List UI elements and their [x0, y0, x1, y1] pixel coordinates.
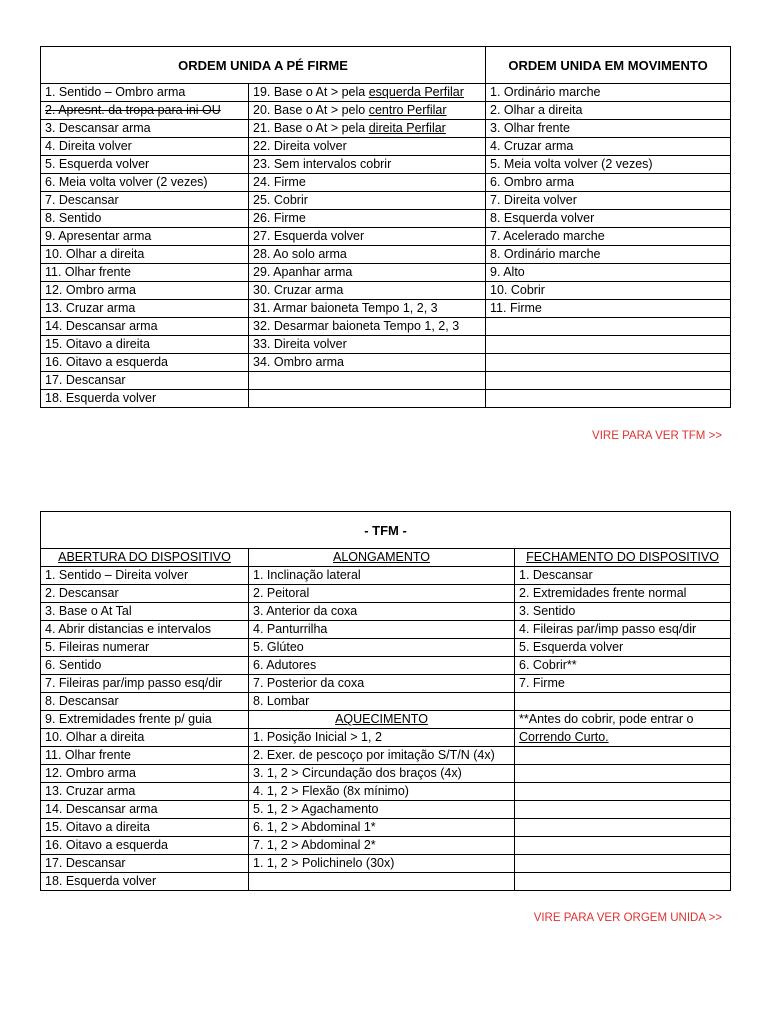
pe-firme-item: 12. Ombro arma	[41, 282, 249, 300]
abertura-item: 11. Olhar frente	[41, 747, 249, 765]
item-text-underlined: esquerda Perfilar	[368, 85, 464, 99]
alongamento-item: 4. Panturrilha	[249, 621, 515, 639]
table-row	[41, 783, 731, 801]
alongamento-item: 7. 1, 2 > Abdominal 2*	[249, 837, 515, 855]
alongamento-item: 4. 1, 2 > Flexão (8x mínimo)	[249, 783, 515, 801]
abertura-item: 7. Fileiras par/imp passo esq/dir	[41, 675, 249, 693]
table-row	[41, 765, 731, 783]
fechamento-item	[515, 855, 731, 873]
abertura-item: 2. Descansar	[41, 585, 249, 603]
tfm-table	[40, 511, 731, 891]
table-row	[41, 192, 731, 210]
movimento-item: 3. Olhar frente	[486, 120, 731, 138]
pe-firme-item: 1. Sentido – Ombro arma	[41, 84, 249, 102]
item-text: 20. Base o At > pelo	[253, 103, 369, 117]
fechamento-item: 7. Firme	[515, 675, 731, 693]
pe-firme-item: 4. Direita volver	[41, 138, 249, 156]
fechamento-item: 5. Esquerda volver	[515, 639, 731, 657]
pe-firme-item: 18. Esquerda volver	[41, 390, 249, 408]
table-row	[41, 837, 731, 855]
pe-firme-item	[249, 282, 486, 300]
movimento-item	[486, 372, 731, 390]
pe-firme-item: 17. Descansar	[41, 372, 249, 390]
pe-firme-item: 11. Olhar frente	[41, 264, 249, 282]
table-row	[41, 819, 731, 837]
item-text-underlined: direita Perfilar	[368, 121, 446, 135]
item-text: 25. Cobrir	[253, 193, 308, 207]
turn-page-note-tfm: VIRE PARA VER TFM >>	[592, 430, 722, 442]
alongamento-item: 5. Glúteo	[249, 639, 515, 657]
alongamento-item: 1. Posição Inicial > 1, 2	[249, 729, 515, 747]
fechamento-item: Correndo Curto.	[515, 729, 731, 747]
pe-firme-item	[249, 156, 486, 174]
pe-firme-item: 16. Oitavo a esquerda	[41, 354, 249, 372]
item-text: 21. Base o At > pela	[253, 121, 369, 135]
pe-firme-item	[249, 390, 486, 408]
alongamento-item: 6. 1, 2 > Abdominal 1*	[249, 819, 515, 837]
pe-firme-item	[249, 246, 486, 264]
alongamento-item: 7. Posterior da coxa	[249, 675, 515, 693]
item-text: 26. Firme	[253, 211, 306, 225]
table-row	[41, 336, 731, 354]
item-text: 32. Desarmar baioneta Tempo 1, 2, 3	[253, 319, 460, 333]
pe-firme-item	[249, 120, 486, 138]
movimento-item: 4. Cruzar arma	[486, 138, 731, 156]
table-row	[41, 390, 731, 408]
movimento-item	[486, 390, 731, 408]
abertura-item: 12. Ombro arma	[41, 765, 249, 783]
subheader-abertura: ABERTURA DO DISPOSITIVO	[41, 549, 249, 567]
subheader-alongamento: ALONGAMENTO	[249, 549, 515, 567]
fechamento-item	[515, 693, 731, 711]
movimento-item	[486, 318, 731, 336]
pe-firme-item	[249, 300, 486, 318]
table-row	[41, 567, 731, 585]
header-pe-firme: ORDEM UNIDA A PÉ FIRME	[41, 47, 486, 84]
movimento-item: 7. Direita volver	[486, 192, 731, 210]
pe-firme-item	[249, 354, 486, 372]
abertura-item: 4. Abrir distancias e intervalos	[41, 621, 249, 639]
pe-firme-item: 14. Descansar arma	[41, 318, 249, 336]
fechamento-item	[515, 819, 731, 837]
item-text: 22. Direita volver	[253, 139, 347, 153]
item-text: 24. Firme	[253, 175, 306, 189]
movimento-item: 11. Firme	[486, 300, 731, 318]
pe-firme-item: 3. Descansar arma	[41, 120, 249, 138]
pe-firme-item	[249, 372, 486, 390]
abertura-item: 1. Sentido – Direita volver	[41, 567, 249, 585]
tfm-title: - TFM -	[41, 512, 731, 549]
abertura-item: 9. Extremidades frente p/ guia	[41, 711, 249, 729]
fechamento-item: 3. Sentido	[515, 603, 731, 621]
table-row	[41, 84, 731, 102]
header-movimento: ORDEM UNIDA EM MOVIMENTO	[486, 47, 731, 84]
abertura-item: 13. Cruzar arma	[41, 783, 249, 801]
movimento-item: 8. Esquerda volver	[486, 210, 731, 228]
ordem-unida-table	[40, 46, 731, 408]
pe-firme-item: 13. Cruzar arma	[41, 300, 249, 318]
alongamento-item: 3. 1, 2 > Circundação dos braços (4x)	[249, 765, 515, 783]
alongamento-item: 6. Adutores	[249, 657, 515, 675]
table-row	[41, 138, 731, 156]
alongamento-item	[249, 873, 515, 891]
alongamento-item: 1. Inclinação lateral	[249, 567, 515, 585]
movimento-item: 9. Alto	[486, 264, 731, 282]
table-row	[41, 102, 731, 120]
pe-firme-item: 15. Oitavo a direita	[41, 336, 249, 354]
table-row	[41, 318, 731, 336]
pe-firme-item	[249, 228, 486, 246]
fechamento-item	[515, 765, 731, 783]
movimento-item: 8. Ordinário marche	[486, 246, 731, 264]
item-text: 27. Esquerda volver	[253, 229, 365, 243]
pe-firme-item	[249, 84, 486, 102]
table-row	[41, 657, 731, 675]
fechamento-item: 2. Extremidades frente normal	[515, 585, 731, 603]
movimento-item: 10. Cobrir	[486, 282, 731, 300]
movimento-item: 6. Ombro arma	[486, 174, 731, 192]
table-row	[41, 264, 731, 282]
table-row	[41, 120, 731, 138]
table-row	[41, 873, 731, 891]
table-row	[41, 603, 731, 621]
pe-firme-item: 8. Sentido	[41, 210, 249, 228]
movimento-item: 1. Ordinário marche	[486, 84, 731, 102]
table-row	[41, 228, 731, 246]
table-row	[41, 711, 731, 729]
pe-firme-item	[249, 336, 486, 354]
pe-firme-item: 2. Apresnt. da tropa para ini OU	[41, 102, 249, 120]
fechamento-item: 6. Cobrir**	[515, 657, 731, 675]
movimento-item: 7. Acelerado marche	[486, 228, 731, 246]
abertura-item: 10. Olhar a direita	[41, 729, 249, 747]
table-row	[41, 174, 731, 192]
abertura-item: 16. Oitavo a esquerda	[41, 837, 249, 855]
pe-firme-item	[249, 318, 486, 336]
item-text: 34. Ombro arma	[253, 355, 345, 369]
table-row	[41, 246, 731, 264]
movimento-item: 2. Olhar a direita	[486, 102, 731, 120]
pe-firme-item	[249, 138, 486, 156]
abertura-item: 3. Base o At Tal	[41, 603, 249, 621]
fechamento-item	[515, 801, 731, 819]
item-text: 30. Cruzar arma	[253, 283, 344, 297]
subheader-fechamento: FECHAMENTO DO DISPOSITIVO	[515, 549, 731, 567]
table-row	[41, 621, 731, 639]
fechamento-item: **Antes do cobrir, pode entrar o	[515, 711, 731, 729]
abertura-item: 14. Descansar arma	[41, 801, 249, 819]
table-row	[41, 801, 731, 819]
table-row	[41, 354, 731, 372]
alongamento-item: 3. Anterior da coxa	[249, 603, 515, 621]
pe-firme-item	[249, 210, 486, 228]
item-text: 29. Apanhar arma	[253, 265, 353, 279]
item-text: 19. Base o At > pela	[253, 85, 369, 99]
table-row	[41, 585, 731, 603]
table-row	[41, 300, 731, 318]
pe-firme-item: 9. Apresentar arma	[41, 228, 249, 246]
fechamento-item: 1. Descansar	[515, 567, 731, 585]
abertura-item: 6. Sentido	[41, 657, 249, 675]
pe-firme-item	[249, 264, 486, 282]
alongamento-item: 2. Peitoral	[249, 585, 515, 603]
aquecimento-subheader: AQUECIMENTO	[249, 711, 515, 729]
fechamento-item: 4. Fileiras par/imp passo esq/dir	[515, 621, 731, 639]
turn-page-note-ordem: VIRE PARA VER ORGEM UNIDA >>	[533, 912, 722, 924]
fechamento-item	[515, 837, 731, 855]
item-text: 28. Ao solo arma	[253, 247, 347, 261]
fechamento-item	[515, 783, 731, 801]
table-row	[41, 693, 731, 711]
abertura-item: 5. Fileiras numerar	[41, 639, 249, 657]
movimento-item: 5. Meia volta volver (2 vezes)	[486, 156, 731, 174]
movimento-item	[486, 354, 731, 372]
item-text: 31. Armar baioneta Tempo 1, 2, 3	[253, 301, 438, 315]
pe-firme-item	[249, 192, 486, 210]
pe-firme-item: 7. Descansar	[41, 192, 249, 210]
alongamento-item: 1. 1, 2 > Polichinelo (30x)	[249, 855, 515, 873]
movimento-item	[486, 336, 731, 354]
abertura-item: 17. Descansar	[41, 855, 249, 873]
item-text-underlined: centro Perfilar	[368, 103, 447, 117]
abertura-item: 15. Oitavo a direita	[41, 819, 249, 837]
item-text: 33. Direita volver	[253, 337, 347, 351]
fechamento-item	[515, 747, 731, 765]
alongamento-item: 8. Lombar	[249, 693, 515, 711]
pe-firme-item	[249, 102, 486, 120]
alongamento-item: 2. Exer. de pescoço por imitação S/T/N (4x)	[249, 747, 515, 765]
table-row	[41, 855, 731, 873]
abertura-item: 18. Esquerda volver	[41, 873, 249, 891]
table-row	[41, 729, 731, 747]
table-row	[41, 282, 731, 300]
pe-firme-item	[249, 174, 486, 192]
table-row	[41, 372, 731, 390]
table-row	[41, 156, 731, 174]
item-text: 23. Sem intervalos cobrir	[253, 157, 392, 171]
pe-firme-item: 5. Esquerda volver	[41, 156, 249, 174]
table-row	[41, 639, 731, 657]
alongamento-item: 5. 1, 2 > Agachamento	[249, 801, 515, 819]
pe-firme-item: 10. Olhar a direita	[41, 246, 249, 264]
table-row	[41, 747, 731, 765]
table-row	[41, 210, 731, 228]
abertura-item: 8. Descansar	[41, 693, 249, 711]
fechamento-item	[515, 873, 731, 891]
pe-firme-item: 6. Meia volta volver (2 vezes)	[41, 174, 249, 192]
table-row	[41, 675, 731, 693]
